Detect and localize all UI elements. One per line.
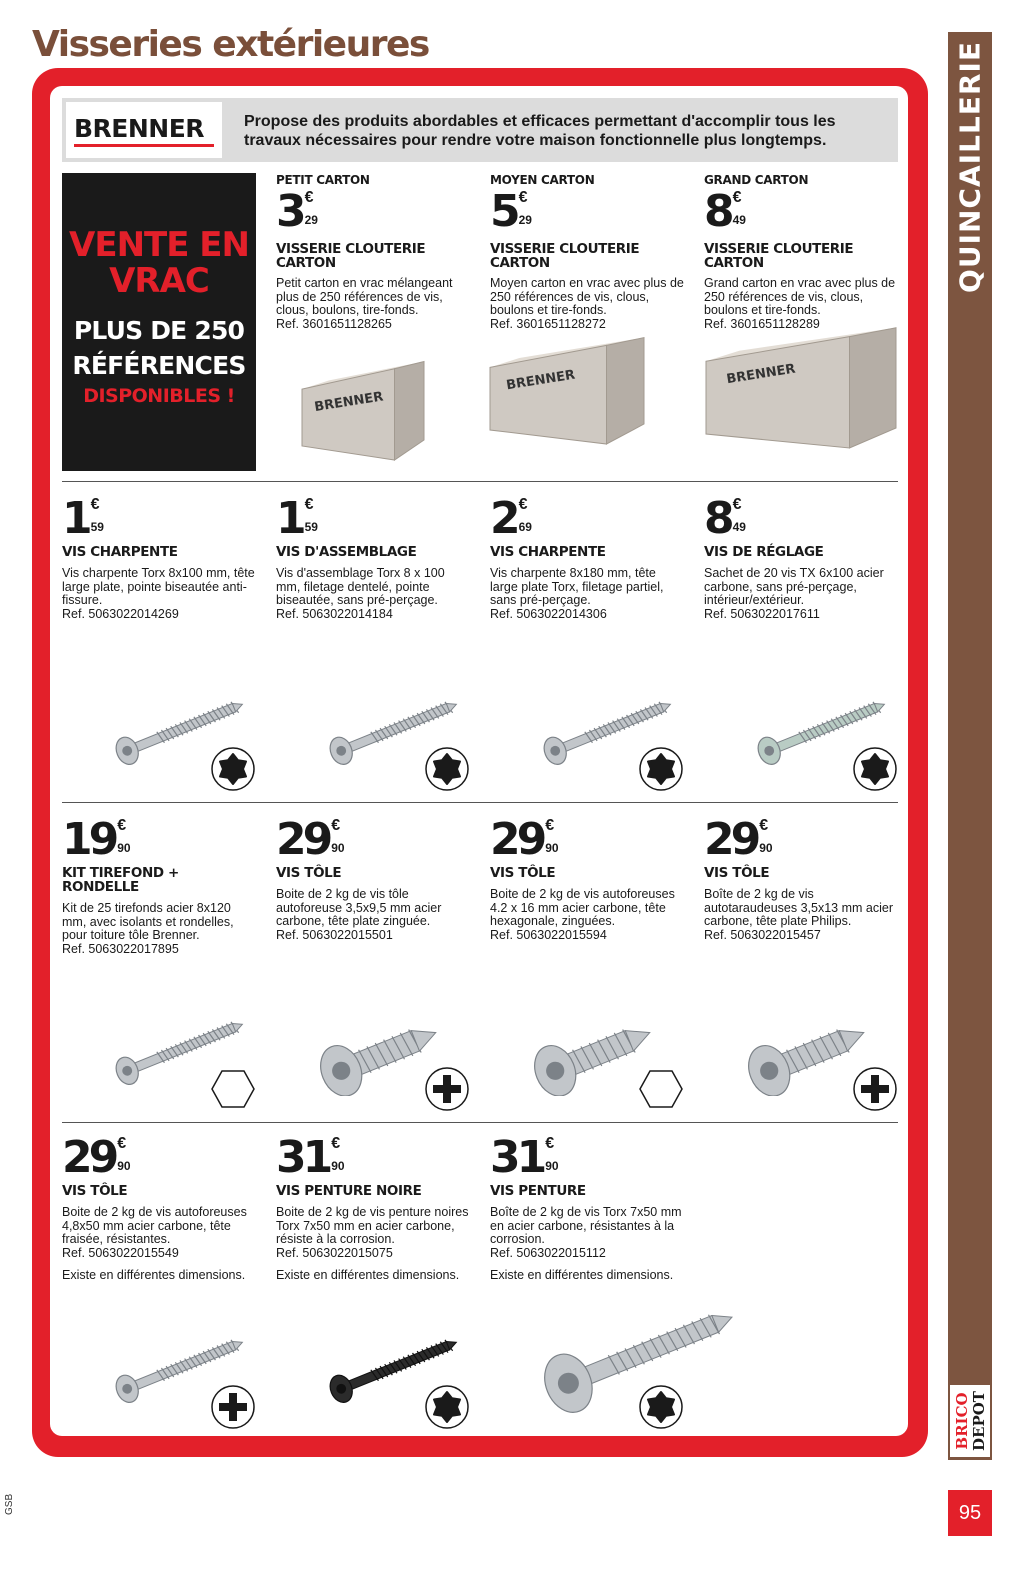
product-description: Sachet de 20 vis TX 6x100 acier carbone, sans pré-perçage, intérieur/extérieur. <box>704 566 884 608</box>
product-ref: Ref. 5063022015075 <box>276 1246 393 1260</box>
price-currency: € <box>545 1135 555 1152</box>
product-description: Boite de 2 kg de vis autoforeuses 4,8x50 mm acier carbone, tête fraisée, résistantes. <box>62 1205 247 1247</box>
price-tag <box>490 814 567 866</box>
price-currency: € <box>117 1135 127 1152</box>
product-name: VISSERIE CLOUTERIE CARTON <box>276 241 426 271</box>
product-description: Boîte de 2 kg de vis autotaraudeuses 3,5x13 mm acier carbone, tête plate Philips. <box>704 887 893 929</box>
price-integer: 8 <box>704 186 731 237</box>
price-tag <box>62 814 139 866</box>
product-ref: Ref. 5063022017611 <box>704 607 820 621</box>
carton-box-image <box>704 326 898 452</box>
product-name: VIS PENTURE NOIRE <box>276 1183 422 1199</box>
side-category-label: QUINCAILLERIE <box>953 41 987 293</box>
price-fraction <box>759 818 781 862</box>
svg-text:BRENNER: BRENNER <box>725 361 797 388</box>
price-cents: 90 <box>759 841 773 855</box>
carton-box-image <box>488 336 646 448</box>
price-tag <box>276 186 327 238</box>
product-ref: Ref. 3601651128272 <box>490 317 606 331</box>
row-divider <box>62 481 898 482</box>
promo-bulk-sale <box>62 173 256 471</box>
product-name: VIS CHARPENTE <box>62 544 178 560</box>
price-tag <box>704 814 781 866</box>
price-integer: 5 <box>490 186 517 237</box>
product-ref: Ref. 3601651128289 <box>704 317 820 331</box>
price-tag <box>490 493 541 545</box>
brand-description: Propose des produits abordables et efficaces permettant d'accomplir tous les travaux nécessaires pour rendre votre maison fonctionnelle plus longtemps. <box>244 113 836 149</box>
product-ref: Ref. 5063022014306 <box>490 607 607 621</box>
brenner-logo: BRENNER <box>66 102 222 158</box>
price-fraction <box>305 190 327 234</box>
price-cents: 29 <box>304 213 318 227</box>
product-ref: Ref. 5063022015549 <box>62 1246 179 1260</box>
product-name: VIS TÔLE <box>62 1183 128 1199</box>
availability-note: Existe en différentes dimensions. <box>62 1268 246 1282</box>
price-fraction <box>331 818 353 862</box>
print-code: GSB <box>4 1493 15 1515</box>
product-description: Petit carton en vrac mélangeant plus de 250 références de vis, clous, boulons, tire-fonds. <box>276 276 453 318</box>
price-tag <box>704 493 755 545</box>
promo-subhead: PLUS DE 250 RÉFÉRENCES <box>72 316 246 380</box>
torx-icon <box>638 1384 684 1430</box>
price-currency: € <box>545 817 555 834</box>
carton-size-label: MOYEN CARTON <box>490 173 595 187</box>
page-title: Visseries extérieures <box>32 24 429 65</box>
price-currency: € <box>90 496 100 513</box>
price-tag <box>490 1132 567 1184</box>
price-cents: 49 <box>732 213 746 227</box>
promo-headline: VENTE EN VRAC <box>69 225 249 301</box>
product-ref: Ref. 5063022015594 <box>490 928 607 942</box>
price-fraction <box>117 818 139 862</box>
price-fraction <box>331 1136 353 1180</box>
product-name: VIS DE RÉGLAGE <box>704 544 824 560</box>
hex-icon <box>210 1066 256 1112</box>
brico-depot-logo: BRICO DEPOT <box>948 1383 992 1459</box>
product-ref: Ref. 5063022017895 <box>62 942 179 956</box>
price-currency: € <box>331 817 341 834</box>
price-integer: 19 <box>62 814 116 865</box>
torx-icon <box>210 746 256 792</box>
price-cents: 69 <box>518 520 532 534</box>
phillips-icon <box>424 1066 470 1112</box>
price-currency: € <box>759 817 769 834</box>
phillips-icon <box>852 1066 898 1112</box>
price-integer: 2 <box>490 493 517 544</box>
product-description: Vis d'assemblage Torx 8 x 100 mm, filetage dentelé, pointe biseautée, sans pré-perçage. <box>276 566 445 608</box>
carton-size-label: GRAND CARTON <box>704 173 809 187</box>
price-fraction <box>519 190 541 234</box>
svg-text:BRENNER: BRENNER <box>505 367 577 394</box>
carton-box-image <box>300 360 426 464</box>
product-ref: Ref. 3601651128265 <box>276 317 392 331</box>
price-integer: 1 <box>62 493 89 544</box>
price-integer: 29 <box>62 1132 116 1183</box>
product-name: VIS TÔLE <box>704 865 770 881</box>
price-cents: 29 <box>518 213 532 227</box>
price-integer: 29 <box>704 814 758 865</box>
product-name: VISSERIE CLOUTERIE CARTON <box>490 241 640 271</box>
product-name: VIS TÔLE <box>490 865 556 881</box>
product-name: VIS CHARPENTE <box>490 544 606 560</box>
product-name: VISSERIE CLOUTERIE CARTON <box>704 241 854 271</box>
price-currency: € <box>304 496 314 513</box>
torx-icon <box>852 746 898 792</box>
price-tag <box>276 493 327 545</box>
price-fraction <box>733 497 755 541</box>
product-ref: Ref. 5063022015457 <box>704 928 821 942</box>
product-description: Moyen carton en vrac avec plus de 250 références de vis, clous, boulons et tire-fonds. <box>490 276 684 318</box>
svg-text:BRENNER: BRENNER <box>313 389 385 416</box>
page-number: 95 <box>948 1490 992 1536</box>
price-tag <box>704 186 755 238</box>
product-description: Boite de 2 kg de vis penture noires Torx 7x50 mm en acier carbone, résiste à la corrosion. <box>276 1205 469 1247</box>
price-fraction <box>545 818 567 862</box>
price-integer: 31 <box>276 1132 330 1183</box>
product-description: Kit de 25 tirefonds acier 8x120 mm, avec isolants et rondelles, pour toiture tôle Brenner. <box>62 901 234 943</box>
price-integer: 29 <box>490 814 544 865</box>
screw-image <box>520 1304 740 1414</box>
product-description: Vis charpente Torx 8x100 mm, tête large plate, pointe biseautée anti-fissure. <box>62 566 255 608</box>
product-description: Grand carton en vrac avec plus de 250 références de vis, clous, boulons et tire-fonds. <box>704 276 896 318</box>
price-cents: 59 <box>90 520 104 534</box>
promo-available: DISPONIBLES ! <box>83 385 235 407</box>
price-fraction <box>91 497 113 541</box>
product-name: VIS D'ASSEMBLAGE <box>276 544 417 560</box>
price-currency: € <box>732 189 742 206</box>
price-fraction <box>305 497 327 541</box>
price-fraction <box>117 1136 139 1180</box>
product-description: Boite de 2 kg de vis autoforeuses 4.2 x 16 mm acier carbone, tête hexagonale, zinguées. <box>490 887 675 929</box>
price-tag <box>62 1132 139 1184</box>
availability-note: Existe en différentes dimensions. <box>276 1268 460 1282</box>
product-ref: Ref. 5063022014184 <box>276 607 393 621</box>
price-cents: 90 <box>331 841 345 855</box>
price-integer: 8 <box>704 493 731 544</box>
row-divider <box>62 1122 898 1123</box>
carton-size-label: PETIT CARTON <box>276 173 370 187</box>
price-tag <box>490 186 541 238</box>
hex-icon <box>638 1066 684 1112</box>
product-ref: Ref. 5063022014269 <box>62 607 179 621</box>
product-description: Boite de 2 kg de vis tôle autoforeuse 3,5x9,5 mm acier carbone, tête plate zinguée. <box>276 887 442 929</box>
price-tag <box>62 493 113 545</box>
price-tag <box>276 814 353 866</box>
price-currency: € <box>518 496 528 513</box>
price-currency: € <box>732 496 742 513</box>
price-integer: 29 <box>276 814 330 865</box>
price-currency: € <box>304 189 314 206</box>
price-cents: 90 <box>117 841 131 855</box>
price-fraction <box>733 190 755 234</box>
row-divider <box>62 802 898 803</box>
price-currency: € <box>117 817 127 834</box>
price-currency: € <box>331 1135 341 1152</box>
product-name: KIT TIREFOND + RONDELLE <box>62 865 179 895</box>
price-fraction <box>519 497 541 541</box>
price-integer: 31 <box>490 1132 544 1183</box>
product-ref: Ref. 5063022015501 <box>276 928 393 942</box>
price-cents: 59 <box>304 520 318 534</box>
price-integer: 1 <box>276 493 303 544</box>
price-cents: 90 <box>117 1159 131 1173</box>
price-cents: 90 <box>331 1159 345 1173</box>
product-name: VIS PENTURE <box>490 1183 586 1199</box>
product-description: Boîte de 2 kg de vis Torx 7x50 mm en acier carbone, résistantes à la corrosion. <box>490 1205 682 1247</box>
torx-icon <box>638 746 684 792</box>
price-cents: 90 <box>545 1159 559 1173</box>
price-tag <box>276 1132 353 1184</box>
availability-note: Existe en différentes dimensions. <box>490 1268 674 1282</box>
torx-icon <box>424 746 470 792</box>
price-integer: 3 <box>276 186 303 237</box>
product-name: VIS TÔLE <box>276 865 342 881</box>
torx-icon <box>424 1384 470 1430</box>
phillips-icon <box>210 1384 256 1430</box>
price-cents: 49 <box>732 520 746 534</box>
product-ref: Ref. 5063022015112 <box>490 1246 606 1260</box>
price-fraction <box>545 1136 567 1180</box>
price-cents: 90 <box>545 841 559 855</box>
price-currency: € <box>518 189 528 206</box>
product-description: Vis charpente 8x180 mm, tête large plate Torx, filetage partiel, sans pré-perçage. <box>490 566 664 608</box>
